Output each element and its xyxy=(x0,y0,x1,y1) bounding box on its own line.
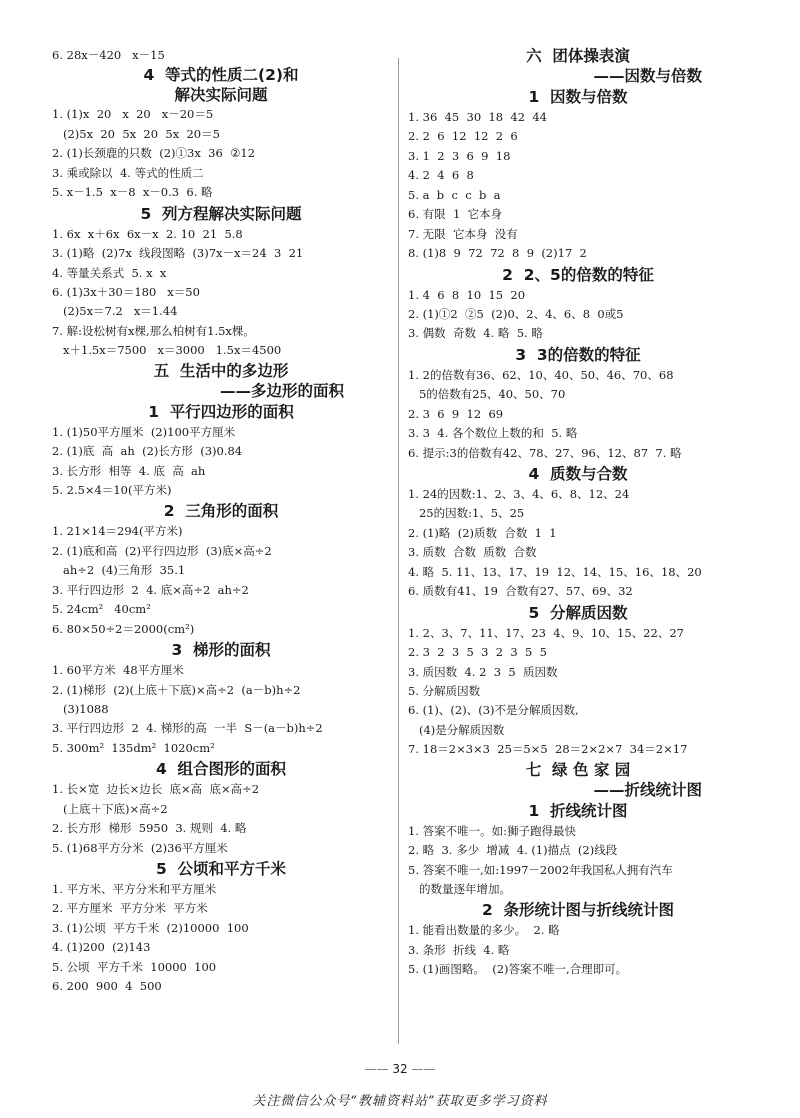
answer-line: 3. 偶数 奇数 4. 略 5. 略 xyxy=(408,326,543,341)
answer-line: 2. (1)长颈鹿的只数 (2)①3x 36 ②12 xyxy=(52,146,256,161)
answer-line: 2. (1)略 (2)质数 合数 1 1 xyxy=(408,525,557,540)
answer-line: 3. 乘或除以 4. 等式的性质二 xyxy=(52,165,204,180)
page-number-value: 32 xyxy=(392,1062,408,1076)
answer-line: 3. (1)略 (2)7x 线段图略 (3)7x－x＝24 3 21 xyxy=(52,246,304,261)
lesson-heading: 4 组合图形的面积 xyxy=(155,760,287,779)
lesson-heading: 3 3的倍数的特征 xyxy=(515,345,641,364)
answer-line: 6. 200 900 4 500 xyxy=(52,979,162,994)
answer-line: (2)5x 20 5x 20 5x 20＝5 xyxy=(52,126,220,141)
unit-heading: 五 生活中的多边形 xyxy=(153,361,289,380)
answer-line: 2. (1)底和高 (2)平行四边形 (3)底×高÷2 xyxy=(52,543,272,558)
lesson-heading: 4 质数与合数 xyxy=(528,465,628,483)
lesson-heading: 2 2、5的倍数的特征 xyxy=(502,265,654,284)
answer-line: 7. 18＝2×3×3 25＝5×5 28＝2×2×7 34＝2×17 xyxy=(408,742,688,757)
answer-line: 25的因数:1、5、25 xyxy=(408,506,525,521)
lesson-heading: 1 折线统计图 xyxy=(528,801,628,820)
answer-line: 6. (1)3x＋30＝180 x＝50 xyxy=(52,284,200,299)
footer-note: 关注微信公众号“教辅资料站”获取更多学习资料 xyxy=(252,1094,548,1109)
answer-line: (上底＋下底)×高÷2 xyxy=(52,801,168,816)
answer-line: 1. 24的因数:1、2、3、4、6、8、12、24 xyxy=(408,487,630,501)
answer-line: 4. 2 4 6 8 xyxy=(408,168,474,183)
answer-line: 6. 80×50÷2＝2000(cm²) xyxy=(52,621,195,636)
answer-line: 2. (1)底 高 ah (2)长方形 (3)0.84 xyxy=(52,444,243,459)
lesson-heading: 3 梯形的面积 xyxy=(171,641,271,660)
answer-line: (4)是分解质因数 xyxy=(408,722,505,737)
answer-line: 4. 略 5. 11、13、17、19 12、14、15、16、18、20 xyxy=(408,564,702,579)
lesson-heading: 2 三角形的面积 xyxy=(163,502,279,521)
answer-line: 5. x－1.5 x－8 x－0.3 6. 略 xyxy=(52,185,213,200)
answer-line: 5. (1)68平方分米 (2)36平方厘米 xyxy=(52,840,228,855)
lesson-heading: 1 因数与倍数 xyxy=(528,88,628,106)
unit-heading: 4 等式的性质二(2)和 xyxy=(143,66,299,85)
answer-line: 7. 解:设松树有x棵,那么柏树有1.5x棵。 xyxy=(52,323,255,338)
answer-line: 2. 3 2 3 5 3 2 3 5 5 xyxy=(408,645,547,660)
answer-line: 6. 有限 1 它本身 xyxy=(408,207,503,222)
answer-line: x＋1.5x＝7500 x＝3000 1.5x＝4500 xyxy=(52,343,282,358)
answer-line: 5. 2.5×4＝10(平方米) xyxy=(52,483,172,497)
answer-line: 3. 3 4. 各个数位上数的和 5. 略 xyxy=(408,426,578,441)
answer-line: 的数量逐年增加。 xyxy=(408,882,511,896)
answer-line: 1. (1)50平方厘米 (2)100平方厘米 xyxy=(52,424,236,439)
answer-line: 5. (1)画图略。 (2)答案不唯一,合理即可。 xyxy=(408,962,628,977)
answer-line: 1. 能看出数量的多少。 2. 略 xyxy=(408,923,560,938)
answer-line: 3. 1 2 3 6 9 18 xyxy=(408,148,511,163)
answer-line: 4. 等量关系式 5. x x xyxy=(52,265,167,280)
answer-line: 1. 答案不唯一。如:狮子跑得最快 xyxy=(408,823,577,838)
answer-line: 1. 60平方米 48平方厘米 xyxy=(52,663,184,678)
answer-line: ah÷2 (4)三角形 35.1 xyxy=(52,563,186,578)
answer-line: 3. 条形 折线 4. 略 xyxy=(408,942,510,957)
answer-line: 5. 公顷 平方千米 10000 100 xyxy=(52,959,217,974)
answer-line: 6. (1)、(2)、(3)不是分解质因数, xyxy=(408,703,579,718)
answer-line: 1. (1)x 20 x 20 x－20＝5 xyxy=(52,107,214,122)
answer-line: 2. (1)梯形 (2)(上底＋下底)×高÷2 (a－b)h÷2 xyxy=(52,682,301,697)
answer-line: 5. 300m² 135dm² 1020cm² xyxy=(52,740,215,755)
answer-line: 5. 24cm² 40cm² xyxy=(52,602,151,617)
answer-line: 7. 无限 它本身 没有 xyxy=(408,226,518,241)
page-number: —— 32 —— xyxy=(364,1062,436,1076)
answer-line: 2. 3 6 9 12 69 xyxy=(408,406,504,421)
answer-line: 1. 6x x＋6x 6x－x 2. 10 21 5.8 xyxy=(52,226,243,241)
answer-line: (3)1088 xyxy=(52,701,109,716)
unit-heading: 解决实际问题 xyxy=(174,86,268,105)
answer-line: 1. 平方米、平方分米和平方厘米 xyxy=(52,882,217,896)
answer-line: 2. 2 6 12 12 2 6 xyxy=(408,129,518,144)
left-answer-column xyxy=(52,46,390,997)
answer-line: 5. a b c c b a xyxy=(408,187,501,202)
answer-line: 8. (1)8 9 72 72 8 9 (2)17 2 xyxy=(408,246,587,261)
answer-line: 2. 平方厘米 平方分米 平方米 xyxy=(52,901,208,916)
answer-line: 1. 21×14＝294(平方米) xyxy=(52,524,183,539)
answer-line: 3. (1)公顷 平方千米 (2)10000 100 xyxy=(52,920,249,935)
answer-line: 2. 长方形 梯形 5950 3. 规则 4. 略 xyxy=(52,821,247,836)
lesson-heading: 2 条形统计图与折线统计图 xyxy=(481,901,675,920)
right-answer-column xyxy=(408,46,748,980)
unit-subtitle: ——多边形的面积 xyxy=(219,381,344,400)
unit-heading: 七 绿 色 家 园 xyxy=(525,760,631,779)
answer-line: 1. 36 45 30 18 42 44 xyxy=(408,110,547,124)
unit-heading: 六 团体操表演 xyxy=(526,47,630,65)
lesson-heading: 5 列方程解决实际问题 xyxy=(140,204,302,223)
answer-line: 5. 分解质因数 xyxy=(408,683,481,698)
lesson-heading: 1 平行四边形的面积 xyxy=(148,402,294,421)
answer-line: 1. 长×宽 边长×边长 底×高 底×高÷2 xyxy=(52,782,260,797)
answer-line: 2. 略 3. 多少 增减 4. (1)描点 (2)线段 xyxy=(408,843,618,858)
answer-line: 3. 质因数 4. 2 3 5 质因数 xyxy=(408,664,558,679)
answer-line: 1. 4 6 8 10 15 20 xyxy=(408,287,526,302)
answer-line: 2. (1)①2 ②5 (2)0、2、4、6、8 0或5 xyxy=(408,306,624,321)
answer-line: 3. 质数 合数 质数 合数 xyxy=(408,545,537,560)
answer-line: 3. 平行四边形 2 4. 梯形的高 一半 S－(a－b)h÷2 xyxy=(52,721,323,736)
answer-line: (2)5x＝7.2 x＝1.44 xyxy=(52,304,178,319)
answer-line: 1. 2、3、7、11、17、23 4、9、10、15、22、27 xyxy=(408,625,684,640)
answer-line: 5的倍数有25、40、50、70 xyxy=(408,387,566,402)
column-divider xyxy=(398,58,399,1044)
answer-line: 6. 28x－420 x－15 xyxy=(52,48,165,62)
answer-line: 6. 质数有41、19 合数有27、57、69、32 xyxy=(408,584,633,599)
answer-line: 5. 答案不唯一,如:1997－2002年我国私人拥有汽车 xyxy=(408,862,673,877)
lesson-heading: 5 分解质因数 xyxy=(528,603,628,622)
answer-line: 3. 长方形 相等 4. 底 高 ah xyxy=(52,463,206,478)
lesson-heading: 5 公顷和平方千米 xyxy=(155,860,287,878)
answer-line: 3. 平行四边形 2 4. 底×高÷2 ah÷2 xyxy=(52,582,249,597)
answer-line: 6. 提示:3的倍数有42、78、27、96、12、87 7. 略 xyxy=(408,445,682,460)
answer-line: 4. (1)200 (2)143 xyxy=(52,940,151,955)
unit-subtitle: ——因数与倍数 xyxy=(593,67,702,85)
unit-subtitle: ——折线统计图 xyxy=(593,780,702,799)
answer-line: 1. 2的倍数有36、62、10、40、50、46、70、68 xyxy=(408,367,674,382)
